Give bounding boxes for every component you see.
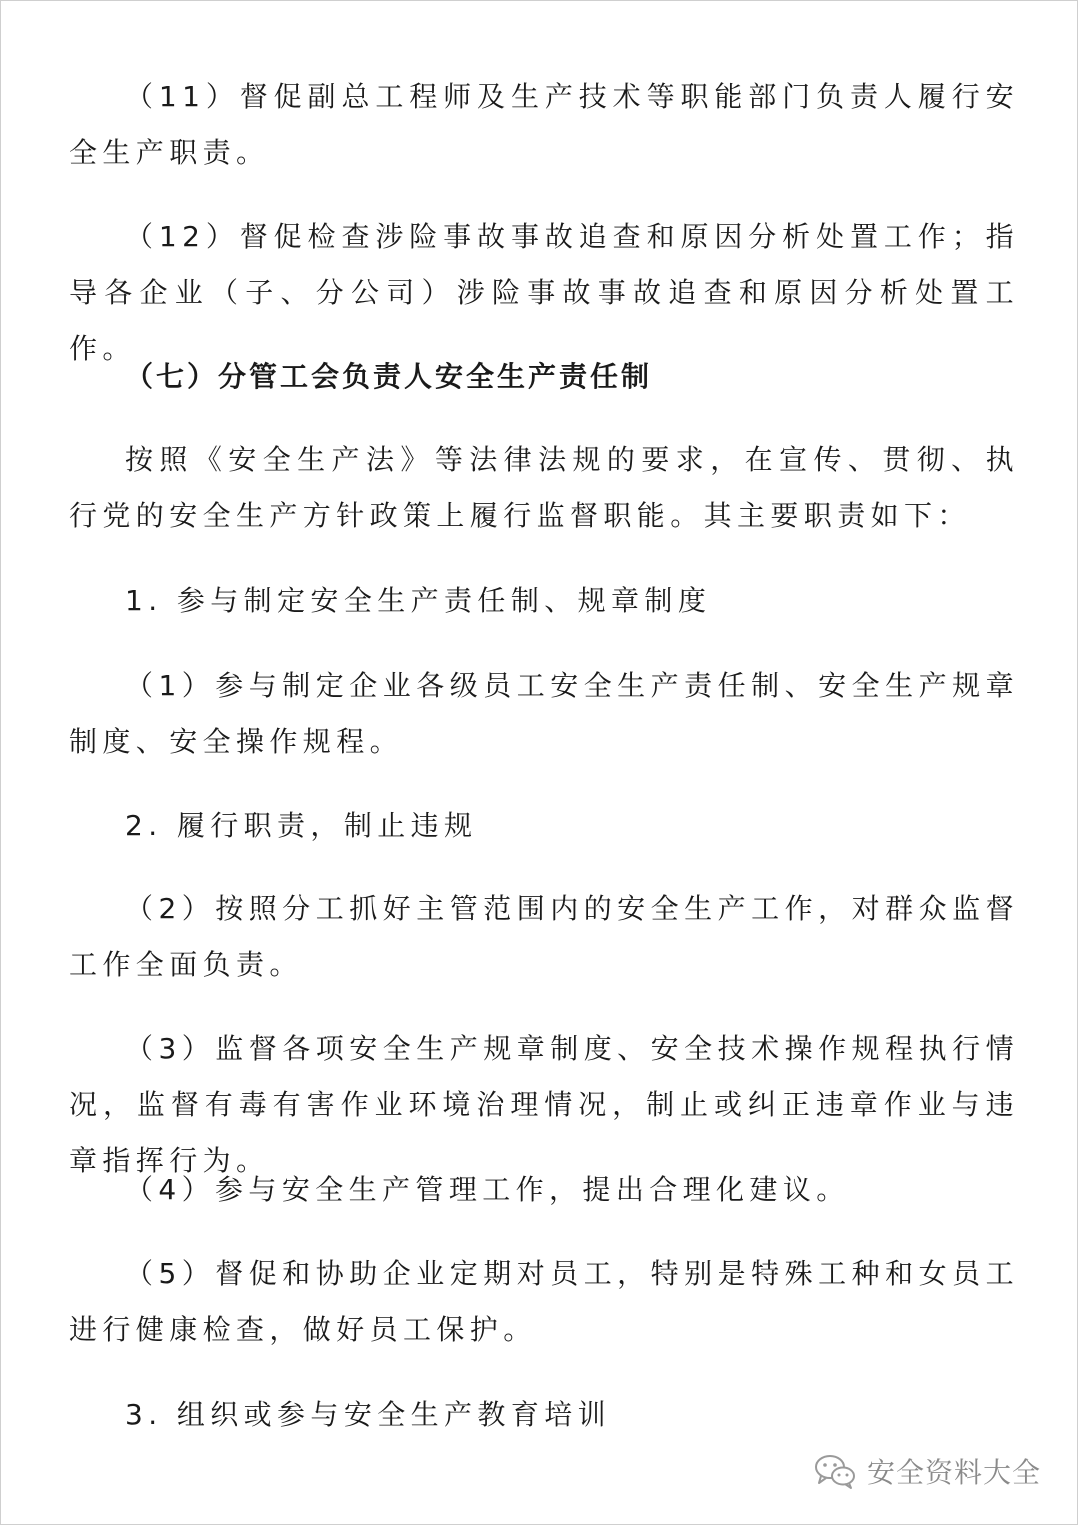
intro-paragraph: 按照《安全生产法》等法律法规的要求，在宣传、贯彻、执行党的安全生产方针政策上履行监督职能。其主要职责如下：: [69, 443, 1019, 532]
section-heading: （七）分管工会负责人安全生产责任制: [125, 360, 653, 393]
wechat-icon: [813, 1452, 857, 1490]
item-heading-2: 2. 履行职责，制止违规: [125, 809, 478, 842]
paragraph-1: （1）参与制定企业各级员工安全生产责任制、安全生产规章制度、安全操作规程。: [69, 669, 1019, 758]
paragraph-4: （4）参与安全生产管理工作，提出合理化建议。: [125, 1173, 850, 1206]
paragraph-3: （3）监督各项安全生产规章制度、安全技术操作规程执行情况，监督有毒有害作业环境治理情况，制止或纠正违章作业与违章指挥行为。: [69, 1032, 1019, 1177]
watermark-text: 安全资料大全: [866, 1456, 1041, 1489]
watermark: [813, 1447, 1041, 1495]
paragraph-11: （11）督促副总工程师及生产技术等职能部门负责人履行安全生产职责。: [69, 80, 1019, 169]
item-heading-1: 1. 参与制定安全生产责任制、规章制度: [125, 584, 712, 617]
paragraph-2: （2）按照分工抓好主管范围内的安全生产工作，对群众监督工作全面负责。: [69, 892, 1019, 981]
item-heading-3: 3. 组织或参与安全生产教育培训: [125, 1398, 612, 1431]
paragraph-5: （5）督促和协助企业定期对员工，特别是特殊工种和女员工进行健康检查，做好员工保护。: [69, 1257, 1019, 1346]
paragraph-12: （12）督促检查涉险事故事故追查和原因分析处置工作；指导各企业（子、分公司）涉险事故事故追查和原因分析处置工作。: [69, 220, 1019, 365]
